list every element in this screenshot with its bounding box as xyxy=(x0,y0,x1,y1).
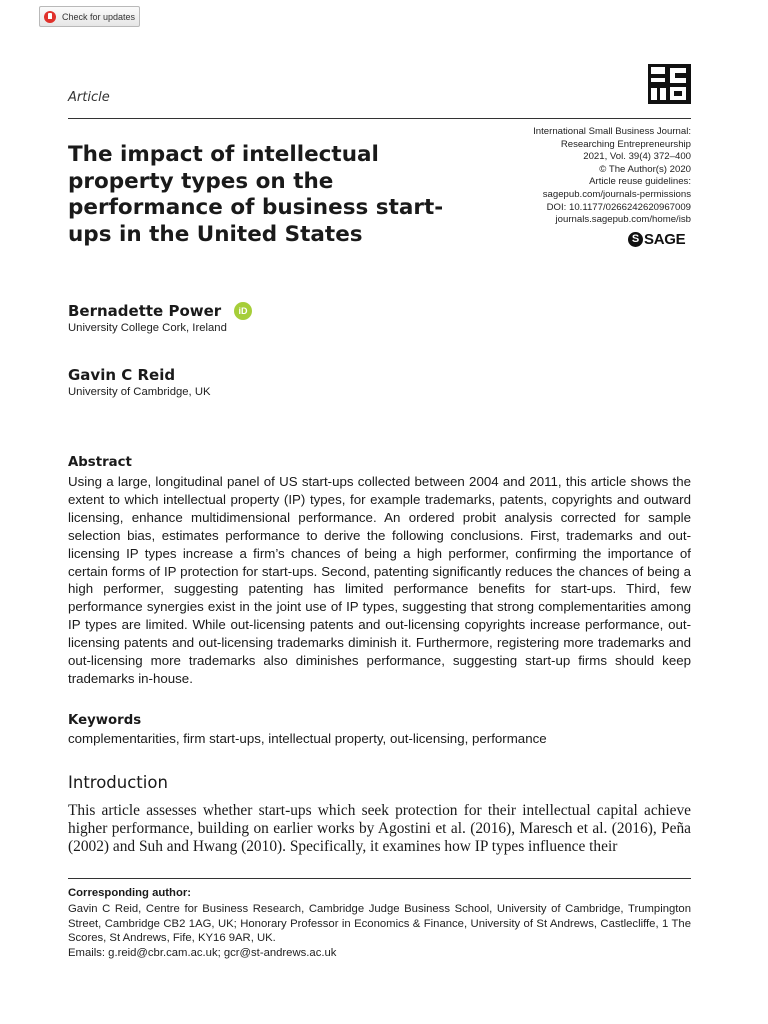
check-for-updates-label: Check for updates xyxy=(62,11,136,22)
journal-logo-icon xyxy=(648,64,691,104)
journal-info-line: Article reuse guidelines: xyxy=(589,176,691,188)
footnote-divider xyxy=(68,878,691,879)
author-name: Gavin C Reid xyxy=(68,366,176,384)
keywords-text: complementarities, firm start-ups, intellectual property, out-licensing, performance xyxy=(68,731,547,746)
publisher-logo xyxy=(628,230,685,248)
author-affiliation: University of Cambridge, UK xyxy=(68,386,211,398)
journal-home-link[interactable]: journals.sagepub.com/home/isb xyxy=(555,214,691,226)
introduction-text: This article assesses whether start-ups which seek protection for their intellectual capital achieve higher performance, building on earlier works by Agostini et al. (2016), Maresch et al. (2016), Peña (2002) and Suh and Hwang (2010). Specifically, it examines how IP types influence their xyxy=(68,802,691,855)
header-divider xyxy=(68,118,691,119)
journal-info-line: Researching Entrepreneurship xyxy=(560,138,691,150)
orcid-icon[interactable]: iD xyxy=(234,302,252,320)
permissions-link[interactable]: sagepub.com/journals-permissions xyxy=(542,188,691,200)
journal-info-line: International Small Business Journal: xyxy=(533,126,691,137)
check-for-updates-button[interactable] xyxy=(39,6,140,27)
author-affiliation: University College Cork, Ireland xyxy=(68,322,227,334)
introduction-heading: Introduction xyxy=(68,773,168,792)
corresponding-author-email[interactable]: Emails: g.reid@cbr.cam.ac.uk; gcr@st-andrews.ac.uk xyxy=(68,947,337,959)
article-title: The impact of intellectual property types on the performance of business start-ups in the United States xyxy=(68,142,444,247)
bookmark-icon xyxy=(44,11,56,23)
journal-info-line: © The Author(s) 2020 xyxy=(599,163,691,175)
doi-link[interactable]: DOI: 10.1177/0266242620967009 xyxy=(546,201,691,213)
article-type-label: Article xyxy=(68,90,110,105)
keywords-heading: Keywords xyxy=(68,713,142,728)
publisher-name: SAGE xyxy=(644,230,686,248)
journal-info xyxy=(470,126,691,227)
author-name: Bernadette Power xyxy=(68,302,222,320)
sage-icon: S xyxy=(628,232,643,247)
abstract-heading: Abstract xyxy=(68,455,132,470)
journal-info-line: 2021, Vol. 39(4) 372–400 xyxy=(583,151,691,163)
abstract-text: Using a large, longitudinal panel of US start-ups collected between 2004 and 2011, this article shows the extent to which intellectual property (IP) types, for example trademarks, patents, copyrights and outward licensing, enhance multidimensional performance. An ordered probit analysis corrected for sample selection bias, estimates performance to derive the following conclusions. First, trademarks and out-licensing IP types increase a firm’s chances of being a high performer, confirming the importance of certain forms of IP protection for start-ups. Second, patenting significantly reduces the chances of being a high performer, suggesting patenting has limited performance benefits for start-ups. Third, few performance synergies exist in the joint use of IP types, suggesting that strong complementarities among IP types are limited. While out-licensing patents and out-licensing copyrights increase performance, out-licensing patents and out-licensing trademarks diminish it. Furthermore, registering more trademarks and out-licensing more trademarks also diminishes performance, suggesting start-up firms should keep trademarks in-house. xyxy=(68,474,691,686)
corresponding-author-address: Gavin C Reid, Centre for Business Research, Cambridge Judge Business School, University of Cambridge, Trumpington Street, Cambridge CB2 1AG, UK; Honorary Professor in Economics & Finance, University of St Andrews, Castlecliffe, 1 The Scores, St Andrews, Fife, KY16 9AR, UK. xyxy=(68,903,691,945)
corresponding-author-heading: Corresponding author: xyxy=(68,887,192,899)
